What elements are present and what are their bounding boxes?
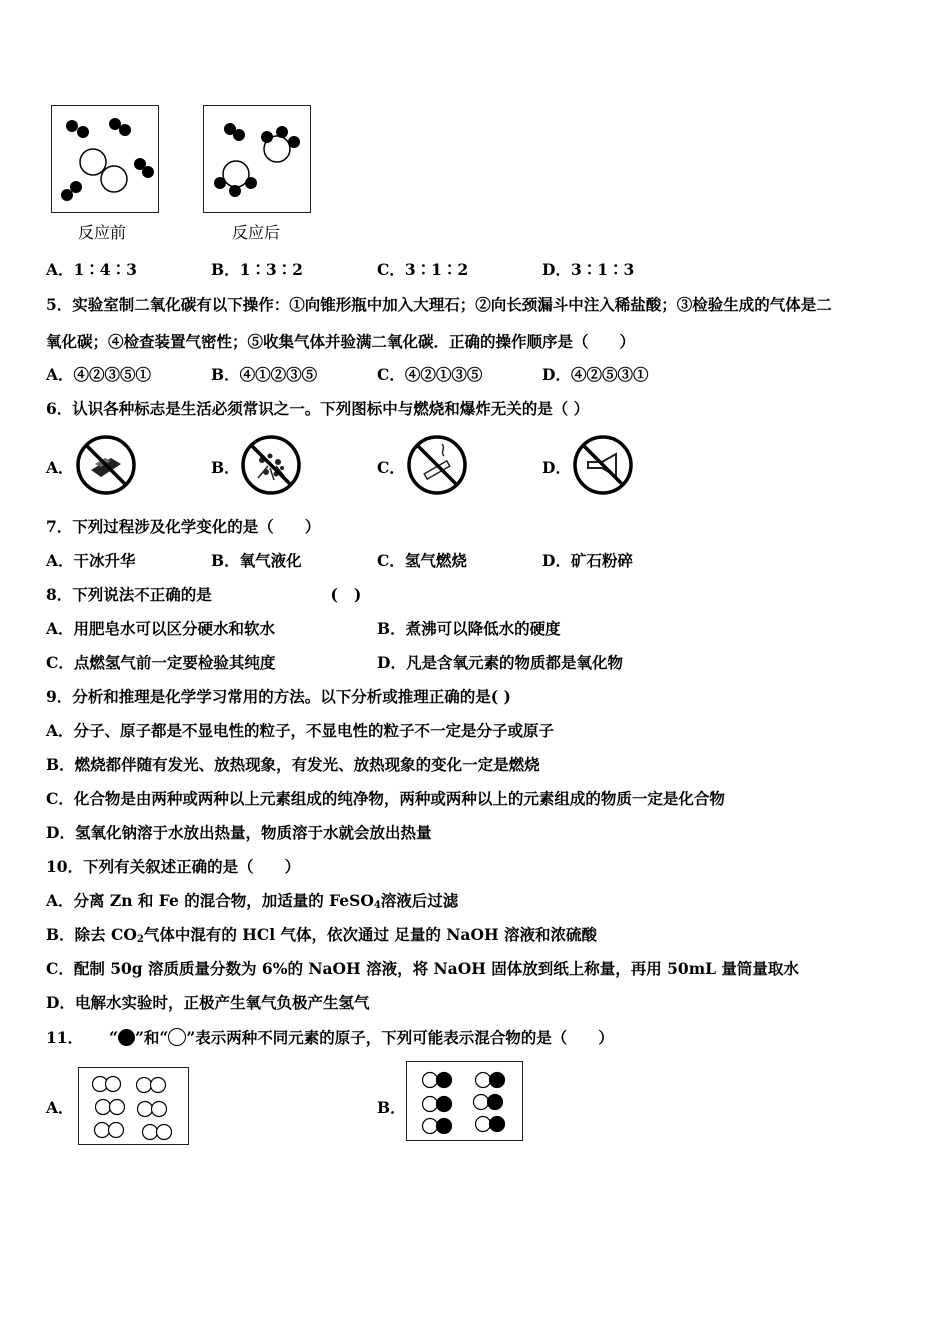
q10-option-c: C．配制 50g 溶质质量分数为 6%的 NaOH 溶液，将 NaOH 固体放到纸上称量，再用 50mL 量筒量取水: [46, 959, 799, 978]
q4-option-c: C．3∶1∶2: [377, 260, 469, 279]
q4-option-a: A．1∶4∶3: [46, 260, 137, 279]
q9-option-d: D．氢氧化钠溶于水放出热量，物质溶于水就会放出热量: [46, 823, 432, 842]
q5-option-a: A．④②③⑤①: [46, 365, 152, 384]
q6-label-a: A．: [46, 458, 74, 477]
q4-option-b: B．1∶3∶2: [211, 260, 303, 279]
q11-stem: [46, 1027, 614, 1049]
q11-a-particles: [79, 1068, 188, 1144]
before-reaction-diagram: [51, 105, 159, 213]
q9-option-c: C．化合物是由两种或两种以上元素组成的纯净物，两种或两种以上的元素组成的物质一定是化合物: [46, 789, 725, 808]
q11-quote-mid: ”和“: [135, 1028, 169, 1047]
q8-stem: 8．下列说法不正确的是 ( ): [46, 585, 362, 604]
no-firecracker-sign-icon: [240, 434, 302, 496]
q11-quote-open: “: [109, 1028, 118, 1047]
q5-option-c: C．④②①③⑤: [377, 365, 483, 384]
q6-label-b: B．: [211, 458, 240, 477]
q11-b-particles: [407, 1062, 522, 1140]
q7-option-a: A．干冰升华: [46, 551, 136, 570]
q10-option-b: [46, 924, 597, 946]
q11-number: 11．: [46, 1028, 84, 1047]
before-particles: [52, 106, 158, 212]
q8-option-d: D．凡是含氧元素的物质都是氧化物: [377, 653, 623, 672]
q6-label-c: C．: [377, 458, 405, 477]
q7-stem: 7．下列过程涉及化学变化的是（ ）: [46, 517, 321, 536]
no-horn-sign-icon: [572, 434, 634, 496]
q10-option-b-sub: 2: [136, 934, 144, 945]
q10-option-b-text: B．除去 CO: [46, 925, 137, 944]
q7-option-c: C．氢气燃烧: [377, 551, 467, 570]
before-caption: 反应前: [78, 223, 127, 242]
q5-option-b: B．④①②③⑤: [211, 365, 318, 384]
q4-option-d: D．3∶1∶3: [542, 260, 635, 279]
q10-option-d: D．电解水实验时，正极产生氧气负极产生氢气: [46, 993, 370, 1012]
no-fireworks-sign-icon: [75, 434, 137, 496]
q10-option-a-sub: 4: [373, 900, 381, 911]
after-reaction-diagram: [203, 105, 311, 213]
q6-label-d: D．: [542, 458, 571, 477]
q5-stem-line1: 5．实验室制二氧化碳有以下操作：①向锥形瓶中加入大理石；②向长颈漏斗中注入稀盐酸；③检验生成的气体是二: [46, 295, 832, 314]
q9-option-b: B．燃烧都伴随有发光、放热现象，有发光、放热现象的变化一定是燃烧: [46, 755, 540, 774]
black-atom-icon: [118, 1029, 135, 1046]
q7-option-d: D．矿石粉碎: [542, 551, 633, 570]
q10-option-a-text: A．分离 Zn 和 Fe 的混合物，加适量的 FeSO: [46, 891, 374, 910]
q11-diagram-b: [406, 1061, 523, 1141]
no-smoking-sign-icon: [406, 434, 468, 496]
q9-option-a: A．分子、原子都是不显电性的粒子，不显电性的粒子不一定是分子或原子: [46, 721, 555, 740]
q9-stem: 9．分析和推理是化学学习常用的方法。以下分析或推理正确的是( ): [46, 687, 511, 706]
q11-stem-tail: ”表示两种不同元素的原子，下列可能表示混合物的是（ ）: [186, 1028, 614, 1047]
q11-label-b: B．: [377, 1098, 406, 1117]
q7-option-b: B．氧气液化: [211, 551, 302, 570]
q6-stem: 6．认识各种标志是生活必须常识之一。下列图标中与燃烧和爆炸无关的是（ ）: [46, 399, 590, 418]
q10-stem: 10．下列有关叙述正确的是（ ）: [46, 857, 301, 876]
after-caption: 反应后: [232, 223, 281, 242]
q10-option-b-tail: 气体中混有的 HCl 气体，依次通过 足量的 NaOH 溶液和浓硫酸: [143, 925, 598, 944]
q10-option-a-tail: 溶液后过滤: [380, 891, 459, 910]
q8-option-a: A．用肥皂水可以区分硬水和软水: [46, 619, 276, 638]
q10-option-a: [46, 890, 458, 912]
q11-diagram-a: [78, 1067, 189, 1145]
after-particles: [204, 106, 310, 212]
q8-option-b: B．煮沸可以降低水的硬度: [377, 619, 561, 638]
q8-option-c: C．点燃氢气前一定要检验其纯度: [46, 653, 276, 672]
white-atom-icon: [168, 1028, 186, 1046]
q5-option-d: D．④②⑤③①: [542, 365, 649, 384]
q5-stem-line2: 氧化碳；④检查装置气密性；⑤收集气体并验满二氧化碳．正确的操作顺序是（ ）: [46, 332, 636, 351]
q11-label-a: A．: [46, 1098, 74, 1117]
